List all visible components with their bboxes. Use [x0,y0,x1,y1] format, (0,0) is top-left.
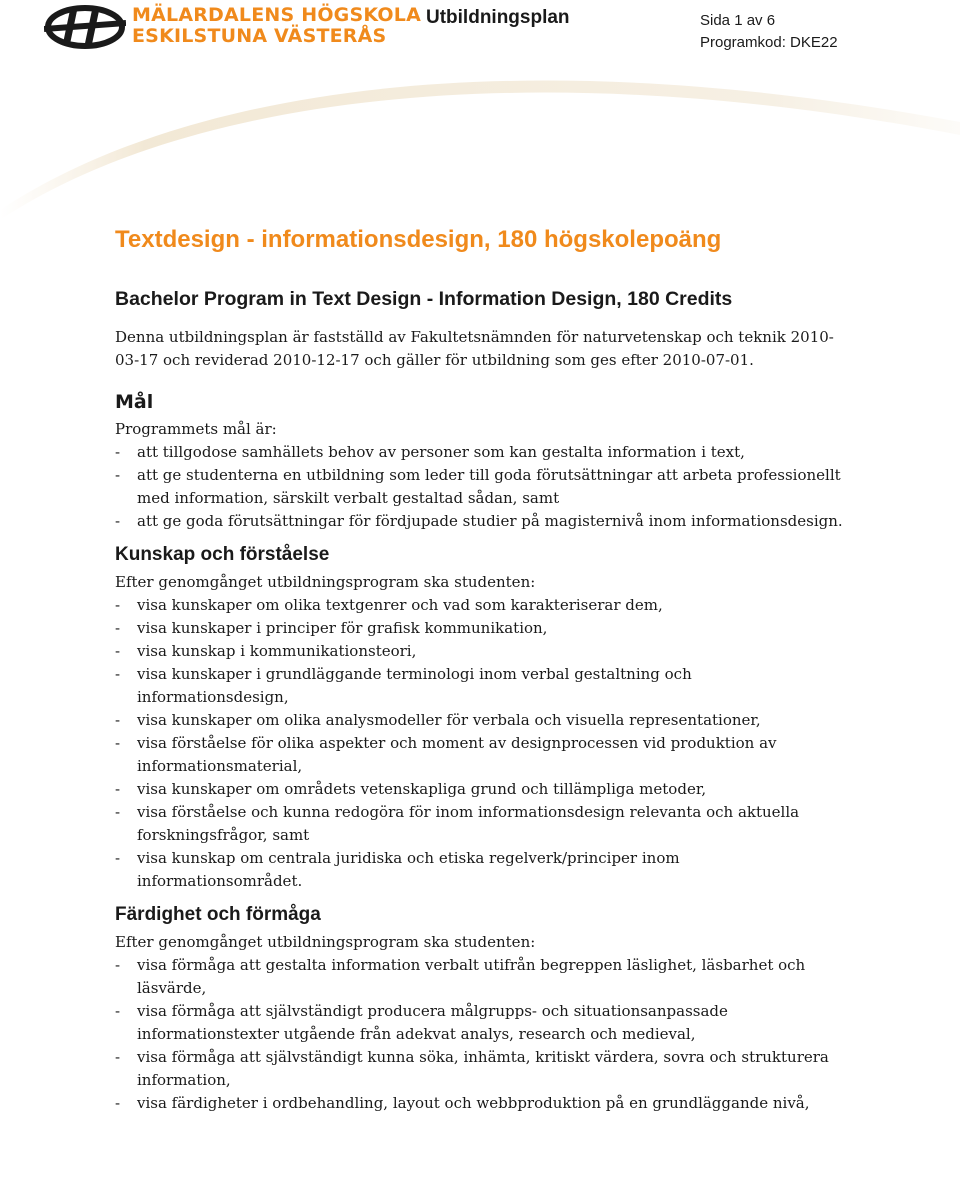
page-number: Sida 1 av 6 [700,12,776,29]
institution-name-line-2: ESKILSTUNA VÄSTERÅS [132,25,387,47]
list-marker: - [115,665,121,683]
list-item: - visa förståelse och kunna redogöra för inom informationsdesign relevanta och aktuella forskningsfrågor, samt [115,803,800,844]
section-heading-fardighet: Färdighet och förmåga [115,904,321,925]
list-item: - visa förmåga att gestalta information verbalt utifrån begreppen läslighet, läsbarhet och läsvärde, [115,956,806,997]
list-item: - att ge studenterna en utbildning som leder till goda förutsättningar att arbeta professionellt med information, särskilt verbalt gestaltad sådan, samt [115,466,841,507]
list-item: - visa kunskaper om områdets vetenskapliga grund och tillämpliga metoder, [115,778,845,801]
page-header [0,0,960,60]
section-kunskap [115,543,845,893]
list-marker: - [115,711,121,729]
list-fardighet [115,954,845,1115]
program-code: Programkod: DKE22 [700,34,838,51]
institution-name-line-1: MÄLARDALENS HÖGSKOLA [132,4,421,26]
section-fardighet [115,903,845,1115]
list-marker: - [115,1094,121,1112]
list-item: - visa kunskaper om olika textgenrer och vad som karakteriserar dem, [115,594,845,617]
list-item: - visa kunskaper om olika analysmodeller för verbala och visuella representationer, [115,709,845,732]
intro-paragraph: Denna utbildningsplan är fastställd av Fakultetsnämnden för naturvetenskap och teknik 2010-03-17 och reviderad 2010-12-17 och gäller för utbildning som ges efter 2010-07-01. [115,328,834,369]
list-item: - visa kunskaper i grundläggande terminologi inom verbal gestaltning och informationsdesign, [115,665,692,706]
list-marker: - [115,619,121,637]
list-marker: - [115,1048,121,1066]
section-heading-mal: Mål [115,391,154,413]
list-marker: - [115,596,121,614]
document-body [115,222,845,1115]
list-item: - visa kunskaper i principer för grafisk kommunikation, [115,617,845,640]
list-item: - att ge goda förutsättningar för fördjupade studier på magisternivå inom informationsdesign. [115,510,845,533]
list-marker: - [115,849,121,867]
list-item: - visa förmåga att självständigt producera målgrupps- och situationsanpassade informationstexter utgående från adekvat analys, research och medieval, [115,1002,728,1043]
list-marker: - [115,734,121,752]
list-item: - visa kunskap om centrala juridiska och etiska regelverk/principer inom informationsområdet. [115,849,680,890]
list-marker: - [115,512,121,530]
list-marker: - [115,956,121,974]
program-title-swedish: Textdesign - informationsdesign, 180 högskolepoäng [115,226,722,253]
list-kunskap [115,594,845,893]
list-item: - visa kunskap i kommunikationsteori, [115,640,845,663]
list-item: - att tillgodose samhällets behov av personer som kan gestalta information i text, [115,441,845,464]
list-marker: - [115,803,121,821]
list-mal [115,441,845,533]
section-lead-fardighet: Efter genomgånget utbildningsprogram ska studenten: [115,933,536,951]
list-item: - visa färdigheter i ordbehandling, layout och webbproduktion på en grundläggande nivå, [115,1092,845,1115]
list-marker: - [115,642,121,660]
list-marker: - [115,466,121,484]
document-type: Utbildningsplan [426,7,570,28]
section-heading-kunskap: Kunskap och förståelse [115,544,330,565]
list-item: - visa förståelse för olika aspekter och moment av designprocessen vid produktion av informationsmaterial, [115,734,777,775]
section-mal [115,390,845,533]
header-swoosh-decoration [0,40,960,230]
section-lead-kunskap: Efter genomgånget utbildningsprogram ska studenten: [115,573,536,591]
list-item: - visa förmåga att självständigt kunna söka, inhämta, kritiskt värdera, sovra och strukturera information, [115,1048,829,1089]
list-marker: - [115,1002,121,1020]
program-title-english: Bachelor Program in Text Design - Information Design, 180 Credits [115,288,733,310]
list-marker: - [115,443,121,461]
section-lead-mal: Programmets mål är: [115,420,277,438]
list-marker: - [115,780,121,798]
